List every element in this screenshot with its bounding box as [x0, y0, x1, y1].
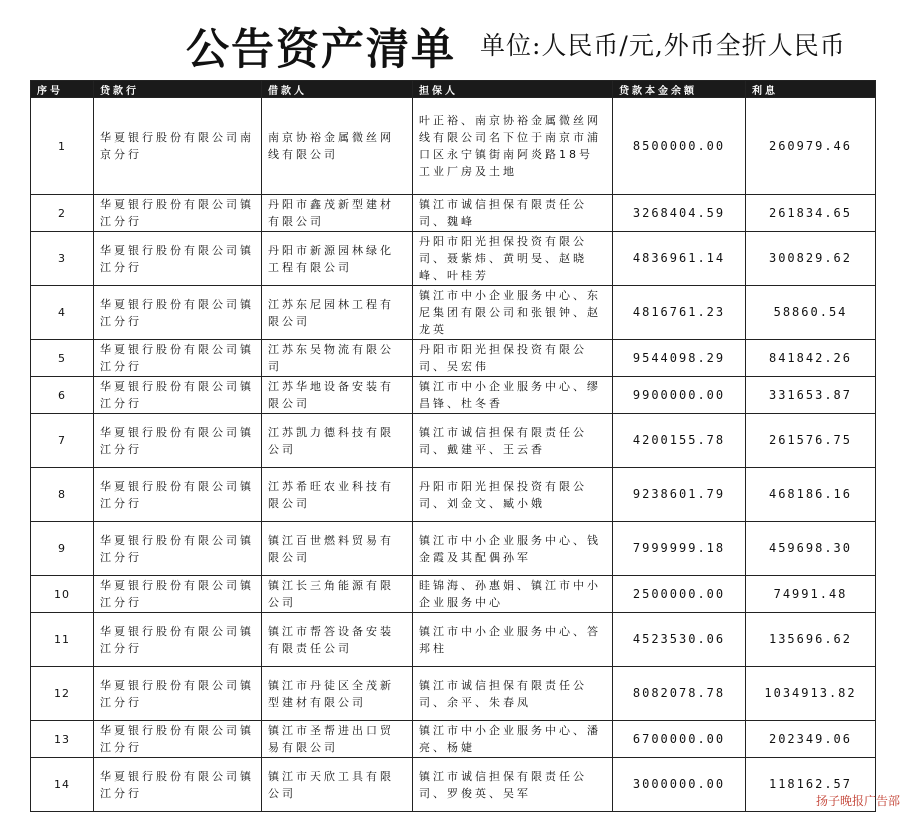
cell-guarantor: 镇江市诚信担保有限责任公司、戴建平、王云香	[413, 414, 613, 468]
table-row	[31, 414, 876, 468]
cell-principal: 6700000.00	[613, 721, 746, 758]
cell-interest: 58860.54	[746, 286, 876, 340]
table-header	[31, 81, 876, 98]
cell-principal: 8082078.78	[613, 667, 746, 721]
cell-principal: 3000000.00	[613, 758, 746, 812]
cell-guarantor: 镇江市中小企业服务中心、缪昌锋、杜冬香	[413, 377, 613, 414]
cell-guarantor: 丹阳市阳光担保投资有限公司、刘金文、臧小娥	[413, 468, 613, 522]
table-row	[31, 195, 876, 232]
table-row	[31, 340, 876, 377]
cell-interest: 459698.30	[746, 522, 876, 576]
cell-interest: 261834.65	[746, 195, 876, 232]
cell-no: 7	[31, 414, 94, 468]
cell-interest: 260979.46	[746, 98, 876, 195]
cell-borrower: 镇江市丹徒区全茂新型建材有限公司	[262, 667, 413, 721]
cell-interest: 135696.62	[746, 613, 876, 667]
cell-interest: 118162.57	[746, 758, 876, 812]
cell-no: 4	[31, 286, 94, 340]
cell-borrower: 镇江百世燃料贸易有限公司	[262, 522, 413, 576]
table-row	[31, 98, 876, 195]
cell-principal: 3268404.59	[613, 195, 746, 232]
table-row	[31, 286, 876, 340]
cell-bank: 华夏银行股份有限公司镇江分行	[94, 414, 262, 468]
cell-no: 3	[31, 232, 94, 286]
cell-no: 14	[31, 758, 94, 812]
table-row	[31, 468, 876, 522]
cell-no: 5	[31, 340, 94, 377]
col-header-principal: 贷款本金余额	[613, 81, 746, 98]
cell-no: 10	[31, 576, 94, 613]
page-header	[0, 0, 902, 80]
table-row	[31, 758, 876, 812]
cell-guarantor: 镇江市诚信担保有限责任公司、余平、朱春凤	[413, 667, 613, 721]
header-row	[31, 81, 876, 98]
cell-bank: 华夏银行股份有限公司镇江分行	[94, 286, 262, 340]
cell-bank: 华夏银行股份有限公司镇江分行	[94, 232, 262, 286]
cell-principal: 4200155.78	[613, 414, 746, 468]
cell-borrower: 丹阳市鑫茂新型建材有限公司	[262, 195, 413, 232]
table-row	[31, 667, 876, 721]
cell-bank: 华夏银行股份有限公司镇江分行	[94, 721, 262, 758]
table-row	[31, 576, 876, 613]
cell-borrower: 南京协裕金属微丝网线有限公司	[262, 98, 413, 195]
col-header-borrower: 借款人	[262, 81, 413, 98]
cell-guarantor: 镇江市中小企业服务中心、钱金霞及其配偶孙军	[413, 522, 613, 576]
cell-no: 9	[31, 522, 94, 576]
cell-principal: 9238601.79	[613, 468, 746, 522]
cell-borrower: 丹阳市新源园林绿化工程有限公司	[262, 232, 413, 286]
cell-interest: 331653.87	[746, 377, 876, 414]
cell-interest: 300829.62	[746, 232, 876, 286]
asset-table	[30, 80, 876, 812]
cell-borrower: 江苏东吴物流有限公司	[262, 340, 413, 377]
cell-no: 2	[31, 195, 94, 232]
cell-interest: 261576.75	[746, 414, 876, 468]
cell-no: 6	[31, 377, 94, 414]
cell-bank: 华夏银行股份有限公司南京分行	[94, 98, 262, 195]
cell-principal: 9544098.29	[613, 340, 746, 377]
cell-bank: 华夏银行股份有限公司镇江分行	[94, 195, 262, 232]
cell-guarantor: 丹阳市阳光担保投资有限公司、吴宏伟	[413, 340, 613, 377]
table-row	[31, 232, 876, 286]
cell-borrower: 镇江长三角能源有限公司	[262, 576, 413, 613]
cell-borrower: 江苏凯力德科技有限公司	[262, 414, 413, 468]
cell-borrower: 镇江市圣帮进出口贸易有限公司	[262, 721, 413, 758]
watermark: 扬子晚报广告部	[815, 794, 900, 808]
cell-principal: 9900000.00	[613, 377, 746, 414]
cell-borrower: 江苏华地设备安装有限公司	[262, 377, 413, 414]
cell-bank: 华夏银行股份有限公司镇江分行	[94, 758, 262, 812]
cell-bank: 华夏银行股份有限公司镇江分行	[94, 576, 262, 613]
cell-bank: 华夏银行股份有限公司镇江分行	[94, 468, 262, 522]
table-row	[31, 522, 876, 576]
cell-no: 1	[31, 98, 94, 195]
cell-guarantor: 眭锦海、孙惠娟、镇江市中小企业服务中心	[413, 576, 613, 613]
cell-no: 12	[31, 667, 94, 721]
cell-guarantor: 镇江市中小企业服务中心、答邦柱	[413, 613, 613, 667]
cell-principal: 4836961.14	[613, 232, 746, 286]
cell-guarantor: 叶正裕、南京协裕金属微丝网线有限公司名下位于南京市浦口区永宁镇街南阿炎路18号工业厂房及土地	[413, 98, 613, 195]
cell-interest: 841842.26	[746, 340, 876, 377]
table-row	[31, 377, 876, 414]
cell-borrower: 江苏希旺农业科技有限公司	[262, 468, 413, 522]
table-body	[31, 98, 876, 812]
cell-bank: 华夏银行股份有限公司镇江分行	[94, 613, 262, 667]
cell-principal: 7999999.18	[613, 522, 746, 576]
cell-bank: 华夏银行股份有限公司镇江分行	[94, 667, 262, 721]
cell-bank: 华夏银行股份有限公司镇江分行	[94, 522, 262, 576]
cell-principal: 8500000.00	[613, 98, 746, 195]
cell-guarantor: 镇江市中小企业服务中心、东尼集团有限公司和张银钟、赵龙英	[413, 286, 613, 340]
col-header-interest: 利息	[746, 81, 876, 98]
cell-guarantor: 镇江市诚信担保有限责任公司、魏峰	[413, 195, 613, 232]
cell-bank: 华夏银行股份有限公司镇江分行	[94, 377, 262, 414]
table-row	[31, 721, 876, 758]
cell-bank: 华夏银行股份有限公司镇江分行	[94, 340, 262, 377]
cell-guarantor: 镇江市中小企业服务中心、潘亮、杨婕	[413, 721, 613, 758]
cell-borrower: 镇江市天欣工具有限公司	[262, 758, 413, 812]
cell-principal: 2500000.00	[613, 576, 746, 613]
cell-guarantor: 丹阳市阳光担保投资有限公司、聂紫炜、黄明旻、赵晓峰、叶桂芳	[413, 232, 613, 286]
cell-no: 8	[31, 468, 94, 522]
cell-borrower: 江苏东尼园林工程有限公司	[262, 286, 413, 340]
cell-guarantor: 镇江市诚信担保有限责任公司、罗俊英、吴军	[413, 758, 613, 812]
table-row	[31, 613, 876, 667]
unit-note: 单位:人民币/元,外币全折人民币	[480, 31, 846, 60]
cell-no: 13	[31, 721, 94, 758]
cell-borrower: 镇江市帮答设备安装有限责任公司	[262, 613, 413, 667]
col-header-bank: 贷款行	[94, 81, 262, 98]
page-title: 公告资产清单	[186, 25, 456, 75]
cell-no: 11	[31, 613, 94, 667]
cell-principal: 4816761.23	[613, 286, 746, 340]
col-header-guarantor: 担保人	[413, 81, 613, 98]
cell-interest: 1034913.82	[746, 667, 876, 721]
cell-interest: 468186.16	[746, 468, 876, 522]
cell-interest: 74991.48	[746, 576, 876, 613]
col-header-no: 序号	[31, 81, 94, 98]
cell-interest: 202349.06	[746, 721, 876, 758]
cell-principal: 4523530.06	[613, 613, 746, 667]
